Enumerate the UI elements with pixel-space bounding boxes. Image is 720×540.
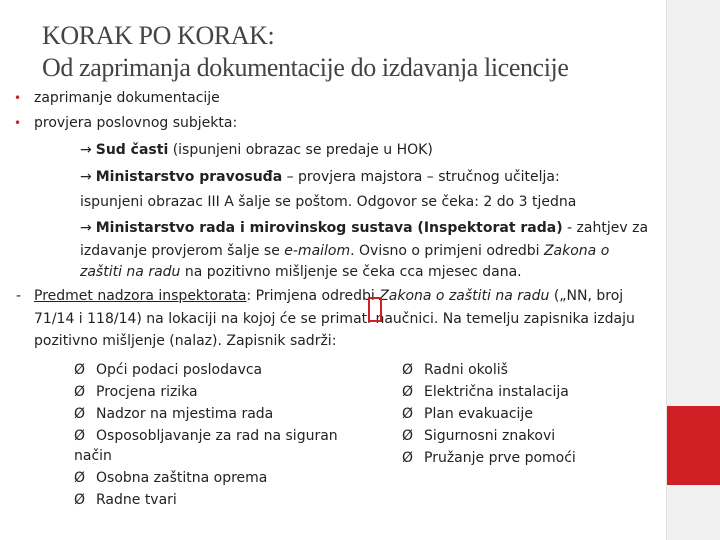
step-sud-label: Sud časti <box>95 142 169 158</box>
step-ministarstvo-pravosudja <box>80 168 560 186</box>
step-mp-line-2: ispunjeni obrazac III A šalje se poštom. Odgovor se čeka: 2 do 3 tjedna <box>80 194 577 210</box>
predmet-zakon: Zakona o zaštiti na radu <box>379 288 550 304</box>
step-mr-label: Ministarstvo rada i mirovinskog sustava (Inspektorat rada) <box>95 220 563 236</box>
chevron-bullet-icon: Ø <box>402 450 414 466</box>
list-item <box>74 361 262 379</box>
bullet-icon: • <box>14 91 22 105</box>
title-line-1: KORAK PO KORAK: <box>42 21 275 50</box>
chevron-bullet-icon: Ø <box>74 428 86 444</box>
chevron-bullet-icon: Ø <box>74 406 86 422</box>
list-item-label: Električna instalacija <box>424 384 569 400</box>
step-sud-text: (ispunjeni obrazac se predaje u HOK) <box>168 142 433 158</box>
slide-title <box>42 20 662 84</box>
list-item <box>402 405 533 423</box>
list-item <box>74 491 177 509</box>
list-item <box>402 449 576 467</box>
chevron-bullet-icon: Ø <box>402 362 414 378</box>
red-accent-block <box>667 406 720 485</box>
step-mr-line2-a: izdavanje provjerom šalje se <box>80 243 285 259</box>
predmet-text-a: : Primjena odredbi <box>246 288 380 304</box>
arrow-right-icon: → <box>80 169 92 185</box>
list-item <box>74 383 198 401</box>
list-item <box>402 427 555 445</box>
chevron-bullet-icon: Ø <box>74 384 86 400</box>
chevron-bullet-icon: Ø <box>74 492 86 508</box>
list-item-label: Radne tvari <box>96 492 177 508</box>
list-item-label: Osobna zaštitna oprema <box>96 470 268 486</box>
step-mr-zakon: Zakona o <box>543 243 610 259</box>
step-mr-line2-c: . Ovisno o primjeni odredbi <box>350 243 544 259</box>
step-mp-label: Ministarstvo pravosuđa <box>95 169 283 185</box>
list-item-wrap: način <box>74 448 112 464</box>
list-item <box>402 383 569 401</box>
list-item <box>74 405 273 423</box>
step-mr-line-3 <box>80 263 522 281</box>
arrow-right-icon: → <box>80 142 92 158</box>
predmet-line-3: pozitivno mišljenje (nalaz). Zapisnik sadrži: <box>34 333 337 349</box>
title-line-2: Od zaprimanja dokumentacije do izdavanja licencije <box>42 53 569 82</box>
step-ministarstvo-rada <box>80 219 648 237</box>
dash-marker: - <box>16 288 22 304</box>
list-item-label: Plan evakuacije <box>424 406 533 422</box>
list-item <box>402 361 508 379</box>
list-item <box>74 469 267 487</box>
step-mr-zastiti: zaštiti na radu <box>80 264 181 280</box>
predmet-label: Predmet nadzora inspektorata <box>34 288 247 304</box>
chevron-bullet-icon: Ø <box>74 362 86 378</box>
list-item <box>74 427 338 445</box>
chevron-bullet-icon: Ø <box>402 406 414 422</box>
chevron-bullet-icon: Ø <box>74 470 86 486</box>
bullet-item-zaprimanje: zaprimanje dokumentacije <box>34 90 220 106</box>
list-item-label: Pružanje prve pomoći <box>424 450 576 466</box>
step-mr-line-2 <box>80 242 609 260</box>
predmet-text-c: („NN, broj <box>549 288 624 304</box>
step-sud-casti <box>80 141 433 159</box>
bullet-icon: • <box>14 116 22 130</box>
arrow-right-icon: → <box>80 220 92 236</box>
step-mr-email: e-mailom <box>284 243 351 259</box>
text-cursor-highlight <box>368 297 382 322</box>
list-item-label: Opći podaci poslodavca <box>96 362 263 378</box>
list-item-label: Radni okoliš <box>424 362 508 378</box>
step-mp-text: – provjera majstora – stručnog učitelja: <box>282 169 560 185</box>
bullet-item-provjera: provjera poslovnog subjekta: <box>34 115 238 131</box>
chevron-bullet-icon: Ø <box>402 384 414 400</box>
predmet-line-1 <box>34 287 623 305</box>
list-item-label: Nadzor na mjestima rada <box>96 406 274 422</box>
list-item-label: Procjena rizika <box>96 384 198 400</box>
step-mr-line3-b: na pozitivno mišljenje se čeka cca mjesec dana. <box>180 264 522 280</box>
predmet-line-2: 71/14 i 118/14) na lokaciji na kojoj će se primati naučnici. Na temelju zapisnika izdaju <box>34 311 635 327</box>
step-mr-text: - zahtjev za <box>562 220 649 236</box>
list-item-label: Osposobljavanje za rad na siguran <box>96 428 338 444</box>
chevron-bullet-icon: Ø <box>402 428 414 444</box>
list-item-label: Sigurnosni znakovi <box>424 428 556 444</box>
